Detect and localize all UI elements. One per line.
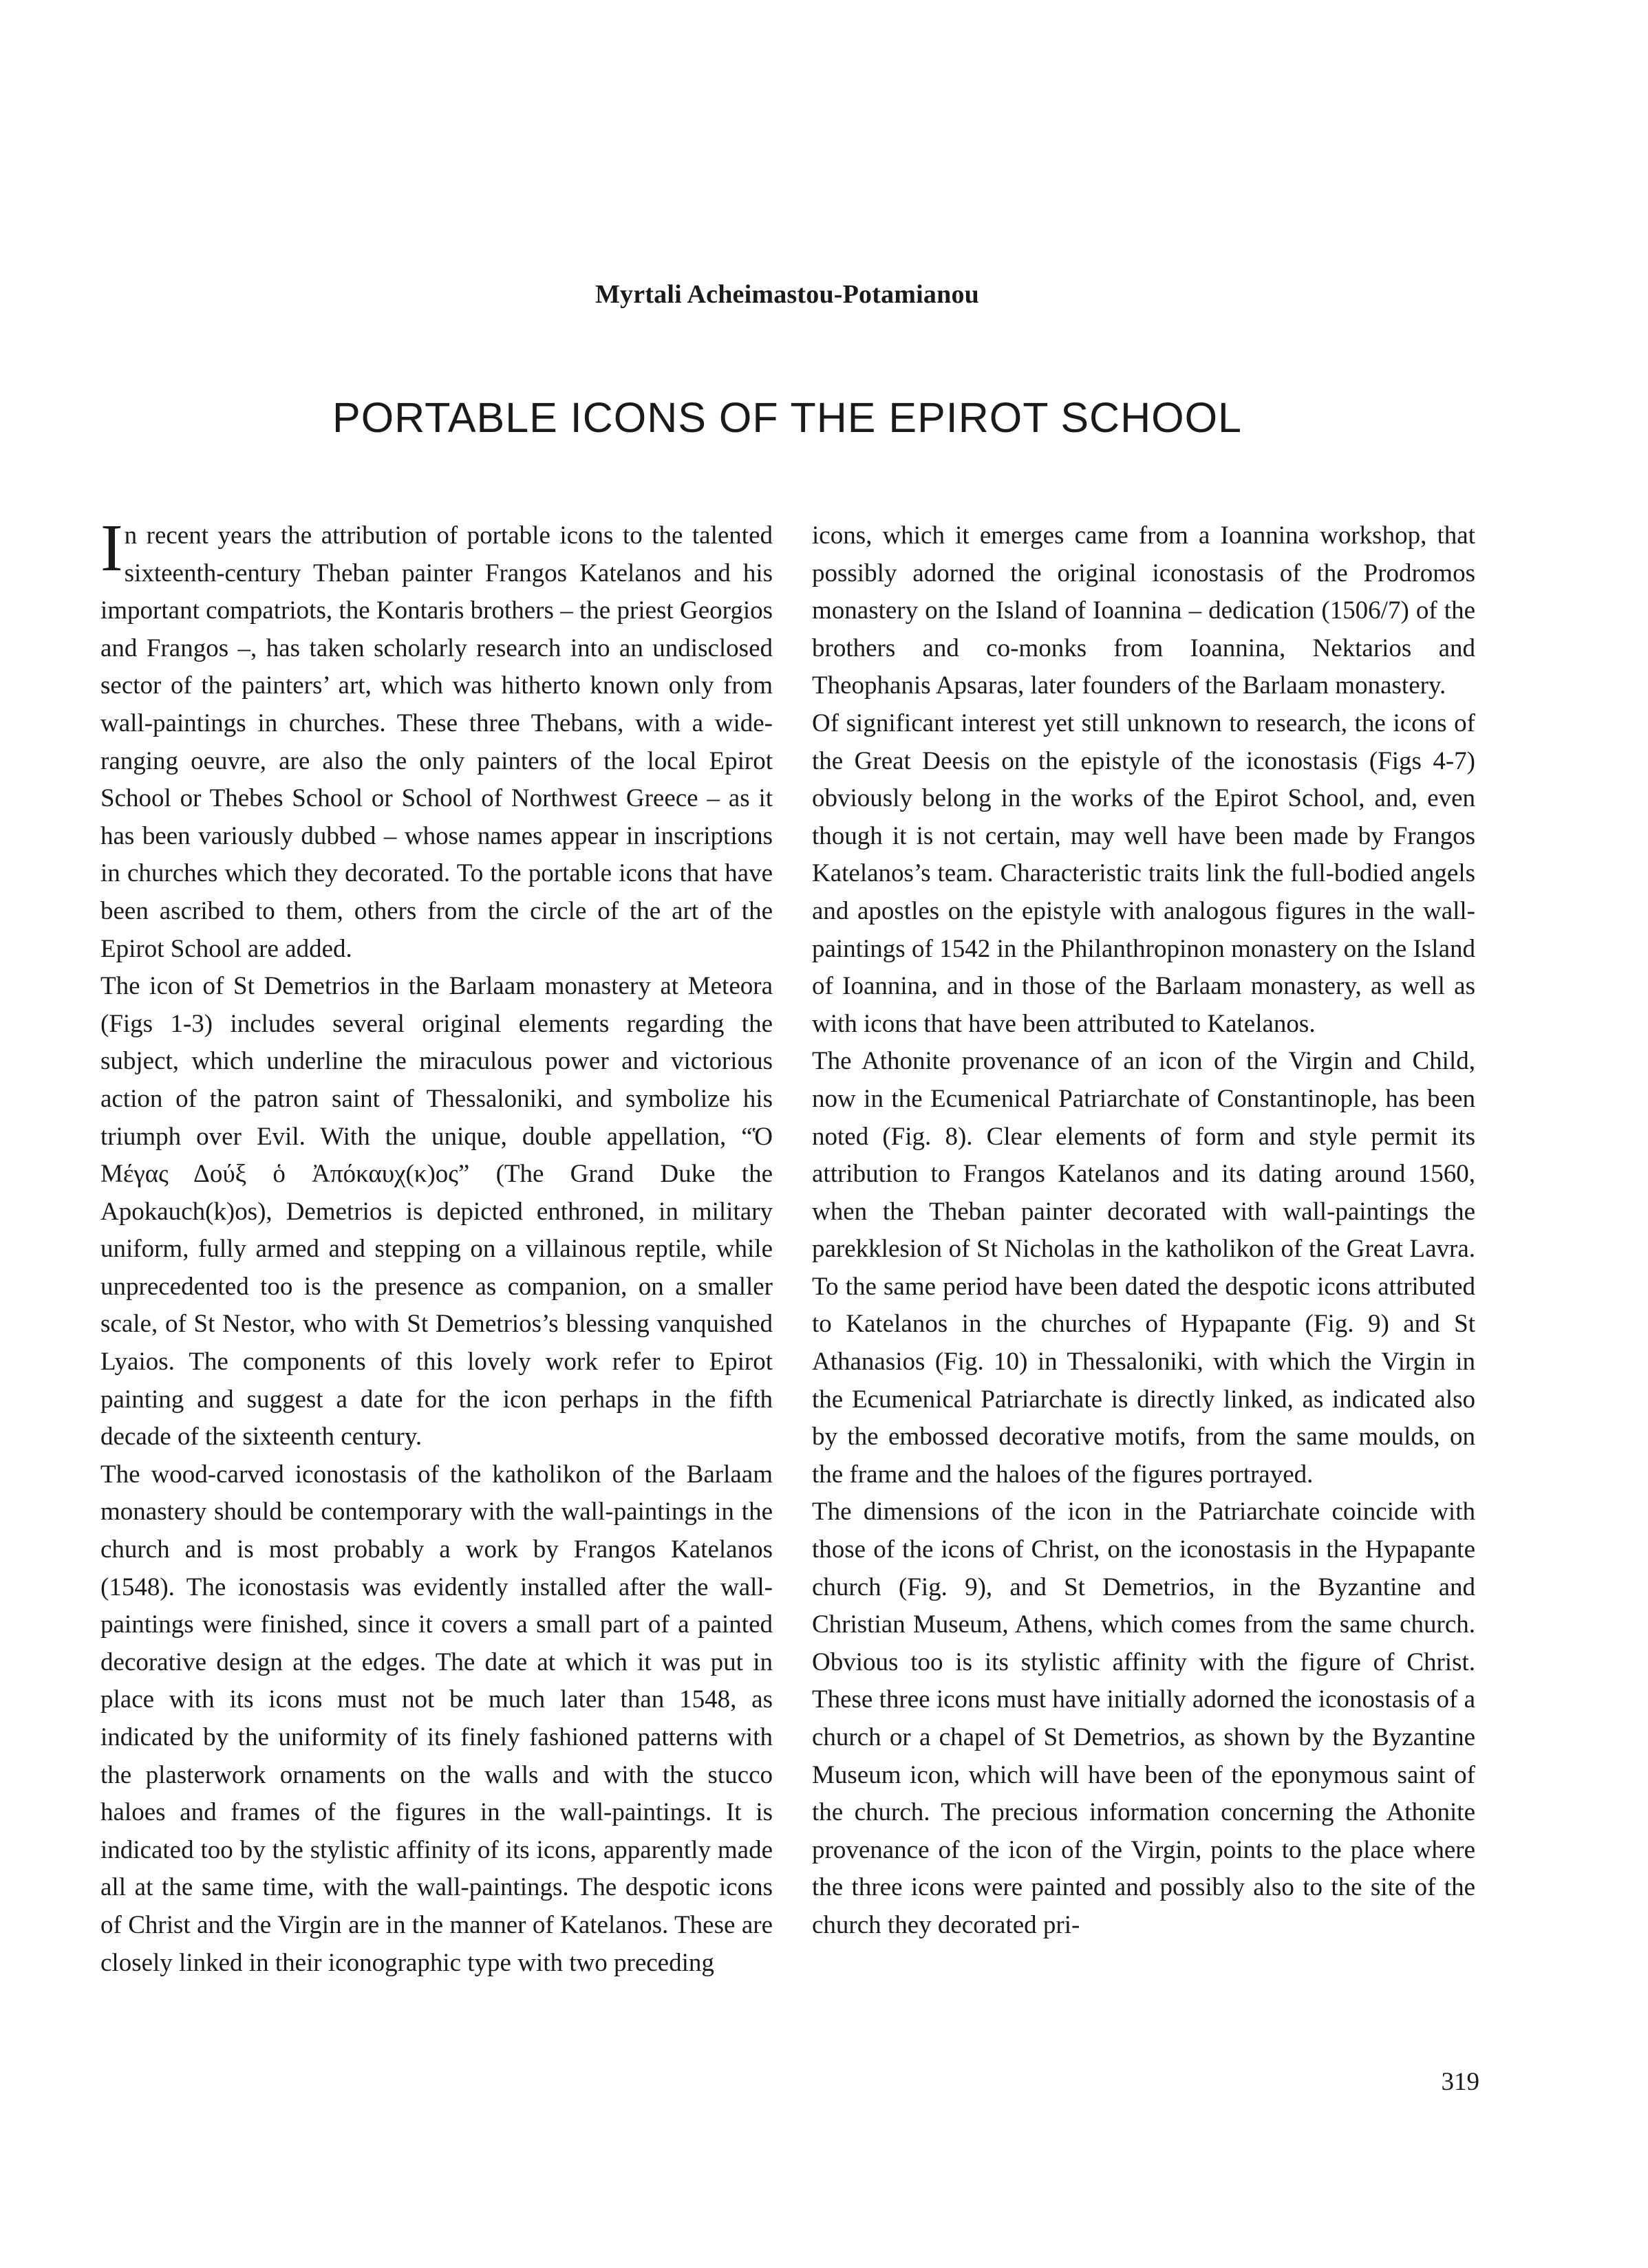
paragraph-st-demetrios: The icon of St Demetrios in the Barlaam monastery at Meteora (Figs 1-3) includes several original elements regarding the subject, which underline the miraculous power and victorious action of the patron saint of Thessaloniki, and symbolize his triumph over Evil. With the unique, double appellation, “Ὁ Μέγας Δούξ ὁ Ἀπόκαυχ(κ)ος” (The Grand Duke the Apokauch(k)os), Demetrios is depicted enthroned, in military uniform, fully armed and stepping on a villainous reptile, while unprecedented too is the presence as companion, on a smaller scale, of St Nestor, who with St Demetrios’s blessing vanquished Lyaios. The components of this lovely work refer to Epirot painting and suggest a date for the icon perhaps in the fifth decade of the sixteenth century. — [100, 972, 773, 1451]
paragraph-prodromos: icons, which it emerges came from a Ioannina workshop, that possibly adorned the original iconostasis of the Prodromos monastery on the Island of Ioannina – dedication (1506/7) of the brothers and co-monks from Ioannina, Nektarios and Theophanis Apsaras, later founders of the Barlaam monastery. — [812, 521, 1475, 700]
paragraph-intro — [100, 511, 773, 968]
page-number: 319 — [1441, 2068, 1479, 2096]
paragraph-intro-text: n recent years the attribution of portable icons to the talented sixteenth-century Theban painter Frangos Katelanos and his important compatriots, the Kontaris brothers – the priest Georgios and Frangos –, has taken scholarly research into an undisclosed sector of the painters’ art, which was hitherto known only from wall-paintings in churches. These three Thebans, with a wide-ranging oeuvre, are also the only painters of the local Epirot School or Thebes School or School of Northwest Greece – as it has been variously dubbed – whose names appear in inscriptions in churches which they decorated. To the portable icons that have been ascribed to them, others from the circle of the art of the Epirot School are added. — [100, 521, 773, 963]
paragraph-athonite-provenance: The Athonite provenance of an icon of the Virgin and Child, now in the Ecumenical Patriarchate of Constantinople, has been noted (Fig. 8). Clear elements of form and style permit its attribution to Frangos Katelanos and its dating around 1560, when the Theban painter decorated with wall-paintings the parekklesion of St Nicholas in the katholikon of the Great Lavra. To the same period have been dated the despotic icons attributed to Katelanos in the churches of Hypapante (Fig. 9) and St Athanasios (Fig. 10) in Thessaloniki, with which the Virgin in the Ecumenical Patriarchate is directly linked, as indicated also by the embossed decorative motifs, from the same moulds, on the frame and the haloes of the figures portrayed. — [812, 1047, 1475, 1489]
paragraph-great-deesis: Of significant interest yet still unknown to research, the icons of the Great Deesis on the epistyle of the iconostasis (Figs 4-7) obviously belong in the works of the Epirot School, and, even though it is not certain, may well have been made by Frangos Katelanos’s team. Characteristic traits link the full-bodied angels and apostles on the epistyle with analogous figures in the wall-paintings of 1542 in the Philanthropinon monastery on the Island of Ioannina, and in those of the Barlaam monastery, as well as with icons that have been attributed to Katelanos. — [812, 709, 1475, 1038]
paragraph-dimensions: The dimensions of the icon in the Patriarchate coincide with those of the icons of Christ, on the iconostasis in the Hypapante church (Fig. 9), and St Demetrios, in the Byzantine and Christian Museum, Athens, which comes from the same church. Obvious too is its stylistic affinity with the figure of Christ. These three icons must have initially adorned the iconostasis of a church or a chapel of St Demetrios, as shown by the Byzantine Museum icon, which will have been of the eponymous saint of the church. The precious information concerning the Athonite provenance of the icon of the Virgin, points to the place where the three icons were painted and possibly also to the site of the church they decorated pri- — [812, 1498, 1475, 1939]
author-name: Myrtali Acheimastou-Potamianou — [595, 280, 979, 309]
drop-cap-letter: I — [100, 511, 123, 585]
left-column — [100, 511, 773, 1982]
article-title: PORTABLE ICONS OF THE EPIROT SCHOOL — [332, 394, 1242, 441]
right-column — [812, 517, 1475, 1945]
paragraph-iconostasis: The wood-carved iconostasis of the katholikon of the Barlaam monastery should be contemporary with the wall-paintings in the church and is most probably a work by Frangos Katelanos (1548). The iconostasis was evidently installed after the wall-paintings were finished, since it covers a small part of a painted decorative design at the edges. The date at which it was put in place with its icons must not be much later than 1548, as indicated by the uniformity of its finely fashioned patterns with the plasterwork ornaments on the walls and with the stucco haloes and frames of the figures in the wall-paintings. It is indicated too by the stylistic affinity of its icons, apparently made all at the same time, with the wall-paintings. The despotic icons of Christ and the Virgin are in the manner of Katelanos. These are closely linked in their iconographic type with two preceding — [100, 1460, 773, 1977]
